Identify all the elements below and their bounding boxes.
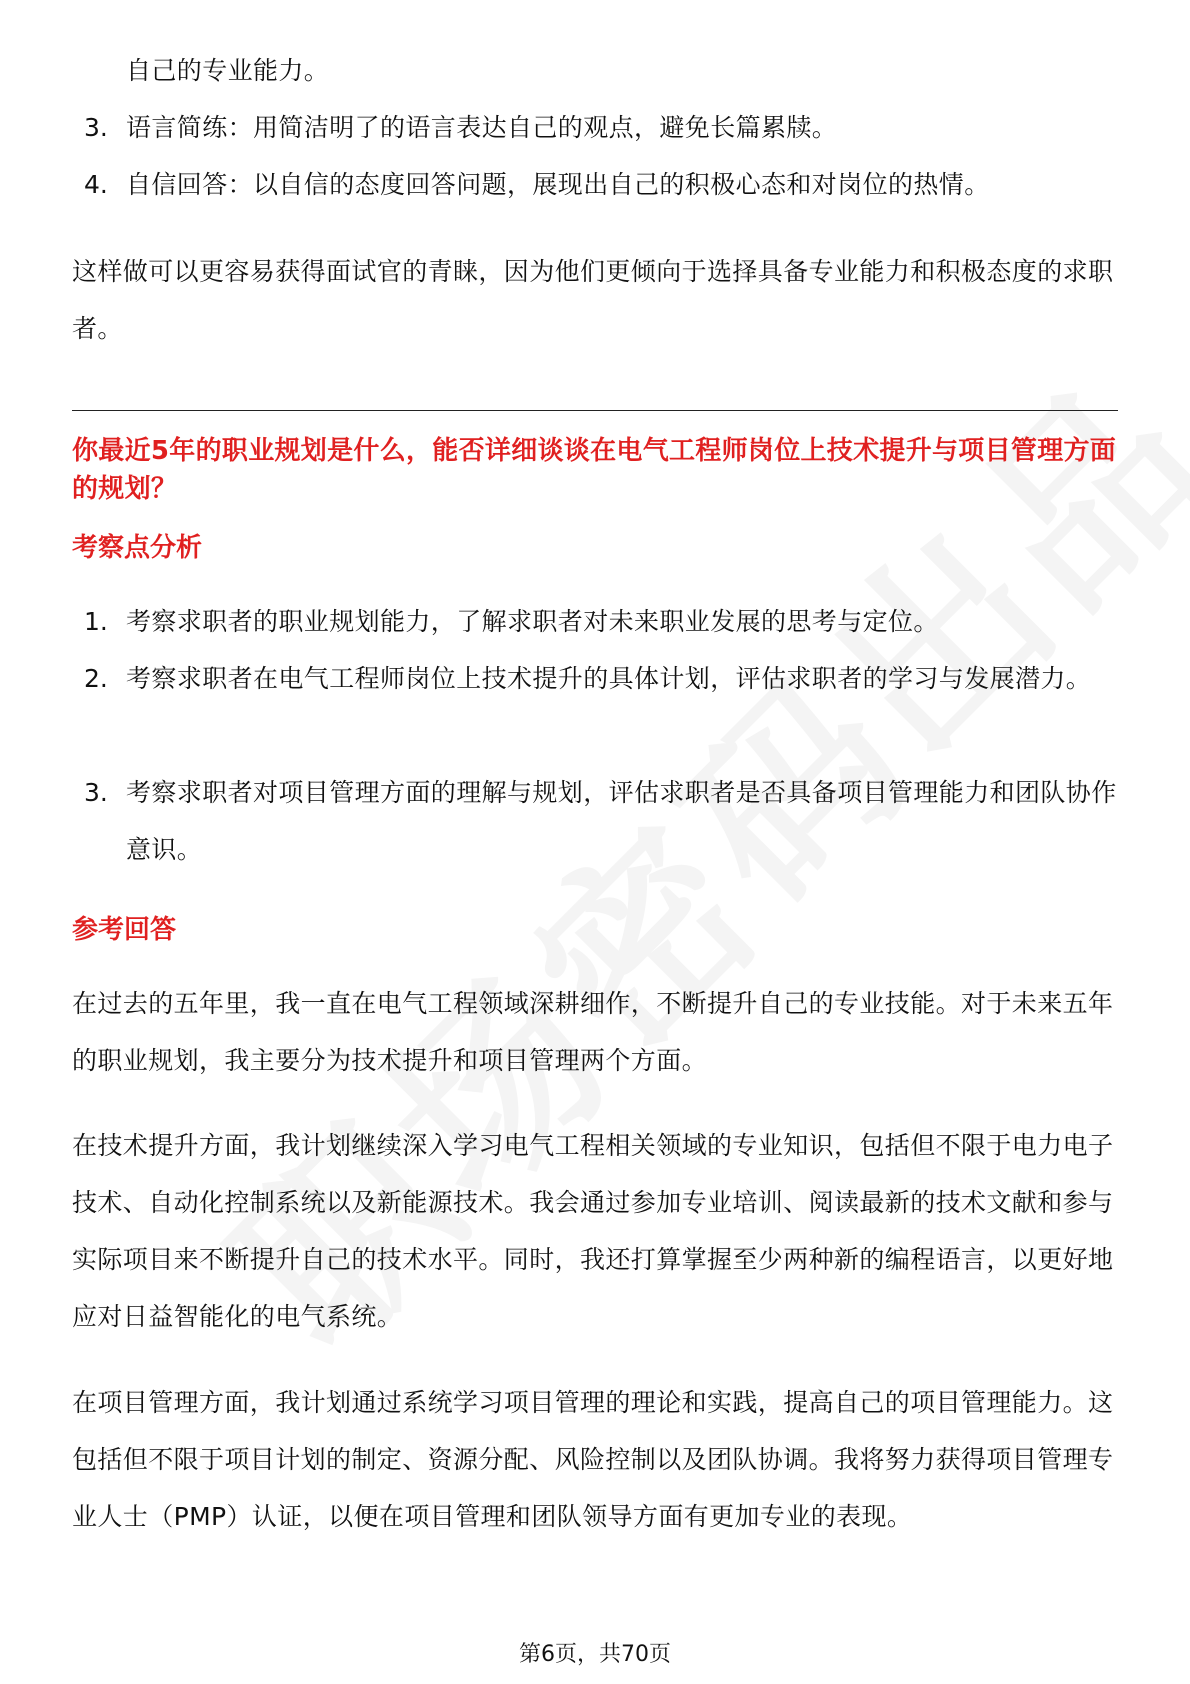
list-text: 考察求职者在电气工程师岗位上技术提升的具体计划，评估求职者的学习与发展潜力。 — [126, 664, 1092, 693]
list-number: 3. — [84, 778, 108, 807]
list-text: 语言简练：用简洁明了的语言表达自己的观点，避免长篇累牍。 — [126, 113, 838, 142]
summary-paragraph: 这样做可以更容易获得面试官的青睐，因为他们更倾向于选择具备专业能力和积极态度的求职者。 — [72, 257, 1114, 343]
list-number: 4. — [84, 170, 108, 199]
interview-question: 你最近5年的职业规划是什么，能否详细谈谈在电气工程师岗位上技术提升与项目管理方面的规划？ — [72, 436, 1117, 504]
list-number: 3. — [84, 113, 108, 142]
list-text: 考察求职者对项目管理方面的理解与规划，评估求职者是否具备项目管理能力和团队协作意识。 — [126, 778, 1117, 864]
list-number: 1. — [84, 607, 108, 636]
list-text: 考察求职者的职业规划能力，了解求职者对未来职业发展的思考与定位。 — [126, 607, 939, 636]
list-item — [84, 650, 1124, 707]
answer-paragraph: 在项目管理方面，我计划通过系统学习项目管理的理论和实践，提高自己的项目管理能力。这包括但不限于项目计划的制定、资源分配、风险控制以及团队协调。我将努力获得项目管理专业人士（PMP）认证，以便在项目管理和团队领导方面有更加专业的表现。 — [72, 1388, 1114, 1531]
section-divider — [72, 410, 1118, 411]
list-text: 自信回答：以自信的态度回答问题，展现出自己的积极心态和对岗位的热情。 — [126, 170, 990, 199]
list-number: 2. — [84, 664, 108, 693]
answer-heading: 参考回答 — [72, 915, 177, 945]
page-footer: 第6页，共70页 — [519, 1642, 671, 1667]
answer-paragraph: 在技术提升方面，我计划继续深入学习电气工程相关领域的专业知识，包括但不限于电力电子技术、自动化控制系统以及新能源技术。我会通过参加专业培训、阅读最新的技术文献和参与实际项目来不断提升自己的技术水平。同时，我还打算掌握至少两种新的编程语言，以更好地应对日益智能化的电气系统。 — [72, 1131, 1114, 1331]
list-item — [84, 764, 1124, 878]
analysis-heading: 考察点分析 — [72, 533, 203, 563]
list-item-continuation: 自己的专业能力。 — [126, 56, 330, 85]
list-item — [84, 99, 1124, 156]
answer-paragraph: 在过去的五年里，我一直在电气工程领域深耕细作，不断提升自己的专业技能。对于未来五年的职业规划，我主要分为技术提升和项目管理两个方面。 — [72, 989, 1114, 1075]
list-item — [84, 593, 1124, 650]
list-item — [84, 156, 1124, 213]
